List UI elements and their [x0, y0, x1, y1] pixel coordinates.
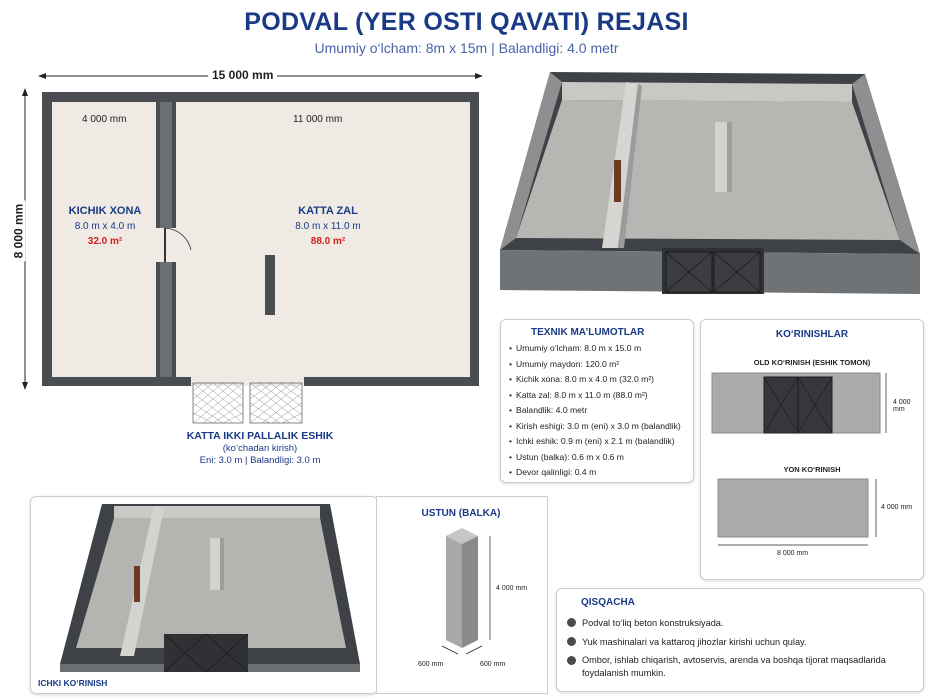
- gate-caption: [160, 430, 360, 466]
- iso-back-wall: [562, 82, 852, 102]
- isometric-3d-view: [490, 68, 930, 298]
- gate-leaf-left: [193, 383, 243, 423]
- big-hall-area: 88.0 m²: [310, 236, 346, 247]
- interior-gate: [164, 634, 248, 672]
- front-view-title: OLD KO‘RINISH (ESHIK TOMON): [753, 358, 871, 367]
- big-hall-name: KATTA ZAL: [298, 205, 358, 217]
- specs-panel: [500, 319, 694, 483]
- big-hall-width-label: 11 000 mm: [293, 114, 343, 125]
- column-title: USTUN (BALKA): [421, 508, 501, 519]
- column-face-left: [446, 536, 462, 648]
- page-subtitle: Umumiy o‘lcham: 8m x 15m | Balandligi: 4.0 metr: [314, 40, 619, 56]
- interior-column: [210, 538, 220, 590]
- interior-door: [134, 566, 140, 602]
- spec-item: • Ichki eshik: 0.9 m (eni) x 2.1 m (balandlik): [509, 434, 681, 450]
- side-view-wall: [718, 479, 868, 537]
- small-room-width-label: 4 000 mm: [82, 114, 127, 125]
- page-title: PODVAL (YER OSTI QAVATI) REJASI: [244, 8, 689, 36]
- big-hall-dims: 8.0 m x 11.0 m: [295, 221, 361, 232]
- small-room-dims: 8.0 m x 4.0 m: [74, 221, 136, 232]
- warehouse-icon: [567, 656, 576, 665]
- spec-item: • Ustun (balka): 0.6 m x 0.6 m: [509, 450, 681, 466]
- spec-item: • Balandlik: 4.0 metr: [509, 403, 681, 419]
- total-width-label: 8 000 mm: [11, 201, 25, 262]
- front-view-height-label: 4 000 mm: [893, 399, 911, 413]
- spec-item: • Katta zal: 8.0 m x 11.0 m (88.0 m²): [509, 388, 681, 404]
- iso-interior-door: [614, 160, 621, 202]
- total-length-label: 15 000 mm: [208, 68, 277, 82]
- column-face-right: [462, 536, 478, 648]
- column-width-label-b: 600 mm: [480, 661, 506, 668]
- summary-item: [567, 636, 907, 649]
- concrete-icon: [567, 618, 576, 627]
- spec-item: • Kirish eshigi: 3.0 m (eni) x 3.0 m (balandlik): [509, 419, 681, 435]
- small-room-label: [56, 205, 154, 247]
- views-graphics: [700, 319, 922, 578]
- spec-item: • Umumiy maydon: 120.0 m²: [509, 357, 681, 373]
- truck-icon: [567, 637, 576, 646]
- spec-item: • Devor qalinligi: 0.4 m: [509, 465, 681, 481]
- small-room-name: KICHIK XONA: [68, 205, 142, 217]
- gate-name: KATTA IKKI PALLALIK ESHIK: [186, 430, 334, 442]
- specs-title: TEXNIK MA’LUMOTLAR: [531, 327, 645, 338]
- spec-item: • Kichik xona: 8.0 m x 4.0 m (32.0 m²): [509, 372, 681, 388]
- column-graphics: [376, 496, 546, 692]
- iso-floor: [516, 100, 900, 240]
- column-height-label: 4 000 mm: [496, 585, 528, 592]
- big-hall-label: [272, 205, 384, 247]
- summary-item-text: Yuk mashinalari va kattaroq jihozlar kirishi uchun qulay.: [582, 636, 807, 647]
- summary-title: QISQACHA: [581, 597, 635, 608]
- summary-item-text: Ombor, ishlab chiqarish, avtoservis, arenda va boshqa tijorat maqsadlarida foydalanish mumkin.: [582, 655, 886, 678]
- side-view-length-label: 8 000 mm: [777, 550, 809, 557]
- summary-panel: [556, 588, 924, 692]
- gate-size: Eni: 3.0 m | Balandligi: 3.0 m: [199, 455, 321, 466]
- iso-column: [715, 122, 727, 192]
- side-view-title: YON KO‘RINISH: [783, 465, 841, 474]
- specs-list: [509, 341, 681, 481]
- summary-item-text: Podval to‘liq beton konstruksiyada.: [582, 618, 724, 628]
- views-title: KO‘RINISHLAR: [775, 329, 849, 340]
- side-view-height-label: 4 000 mm: [881, 504, 913, 511]
- column-width-label-a: 600 mm: [418, 661, 444, 668]
- gate-opening: [191, 377, 304, 386]
- spec-item: • Umumiy o‘lcham: 8.0 m x 15.0 m: [509, 341, 681, 357]
- gate-note: (ko‘chadan kirish): [222, 443, 298, 454]
- gate-leaf-right: [250, 383, 302, 423]
- small-room-area: 32.0 m²: [87, 236, 123, 247]
- interior-3d-view: [30, 496, 376, 692]
- summary-list: [567, 617, 907, 679]
- summary-item: [567, 654, 907, 679]
- summary-item: [567, 617, 907, 630]
- column-plan: [265, 255, 275, 315]
- interior-label: ICHKI KO‘RINISH: [38, 678, 108, 688]
